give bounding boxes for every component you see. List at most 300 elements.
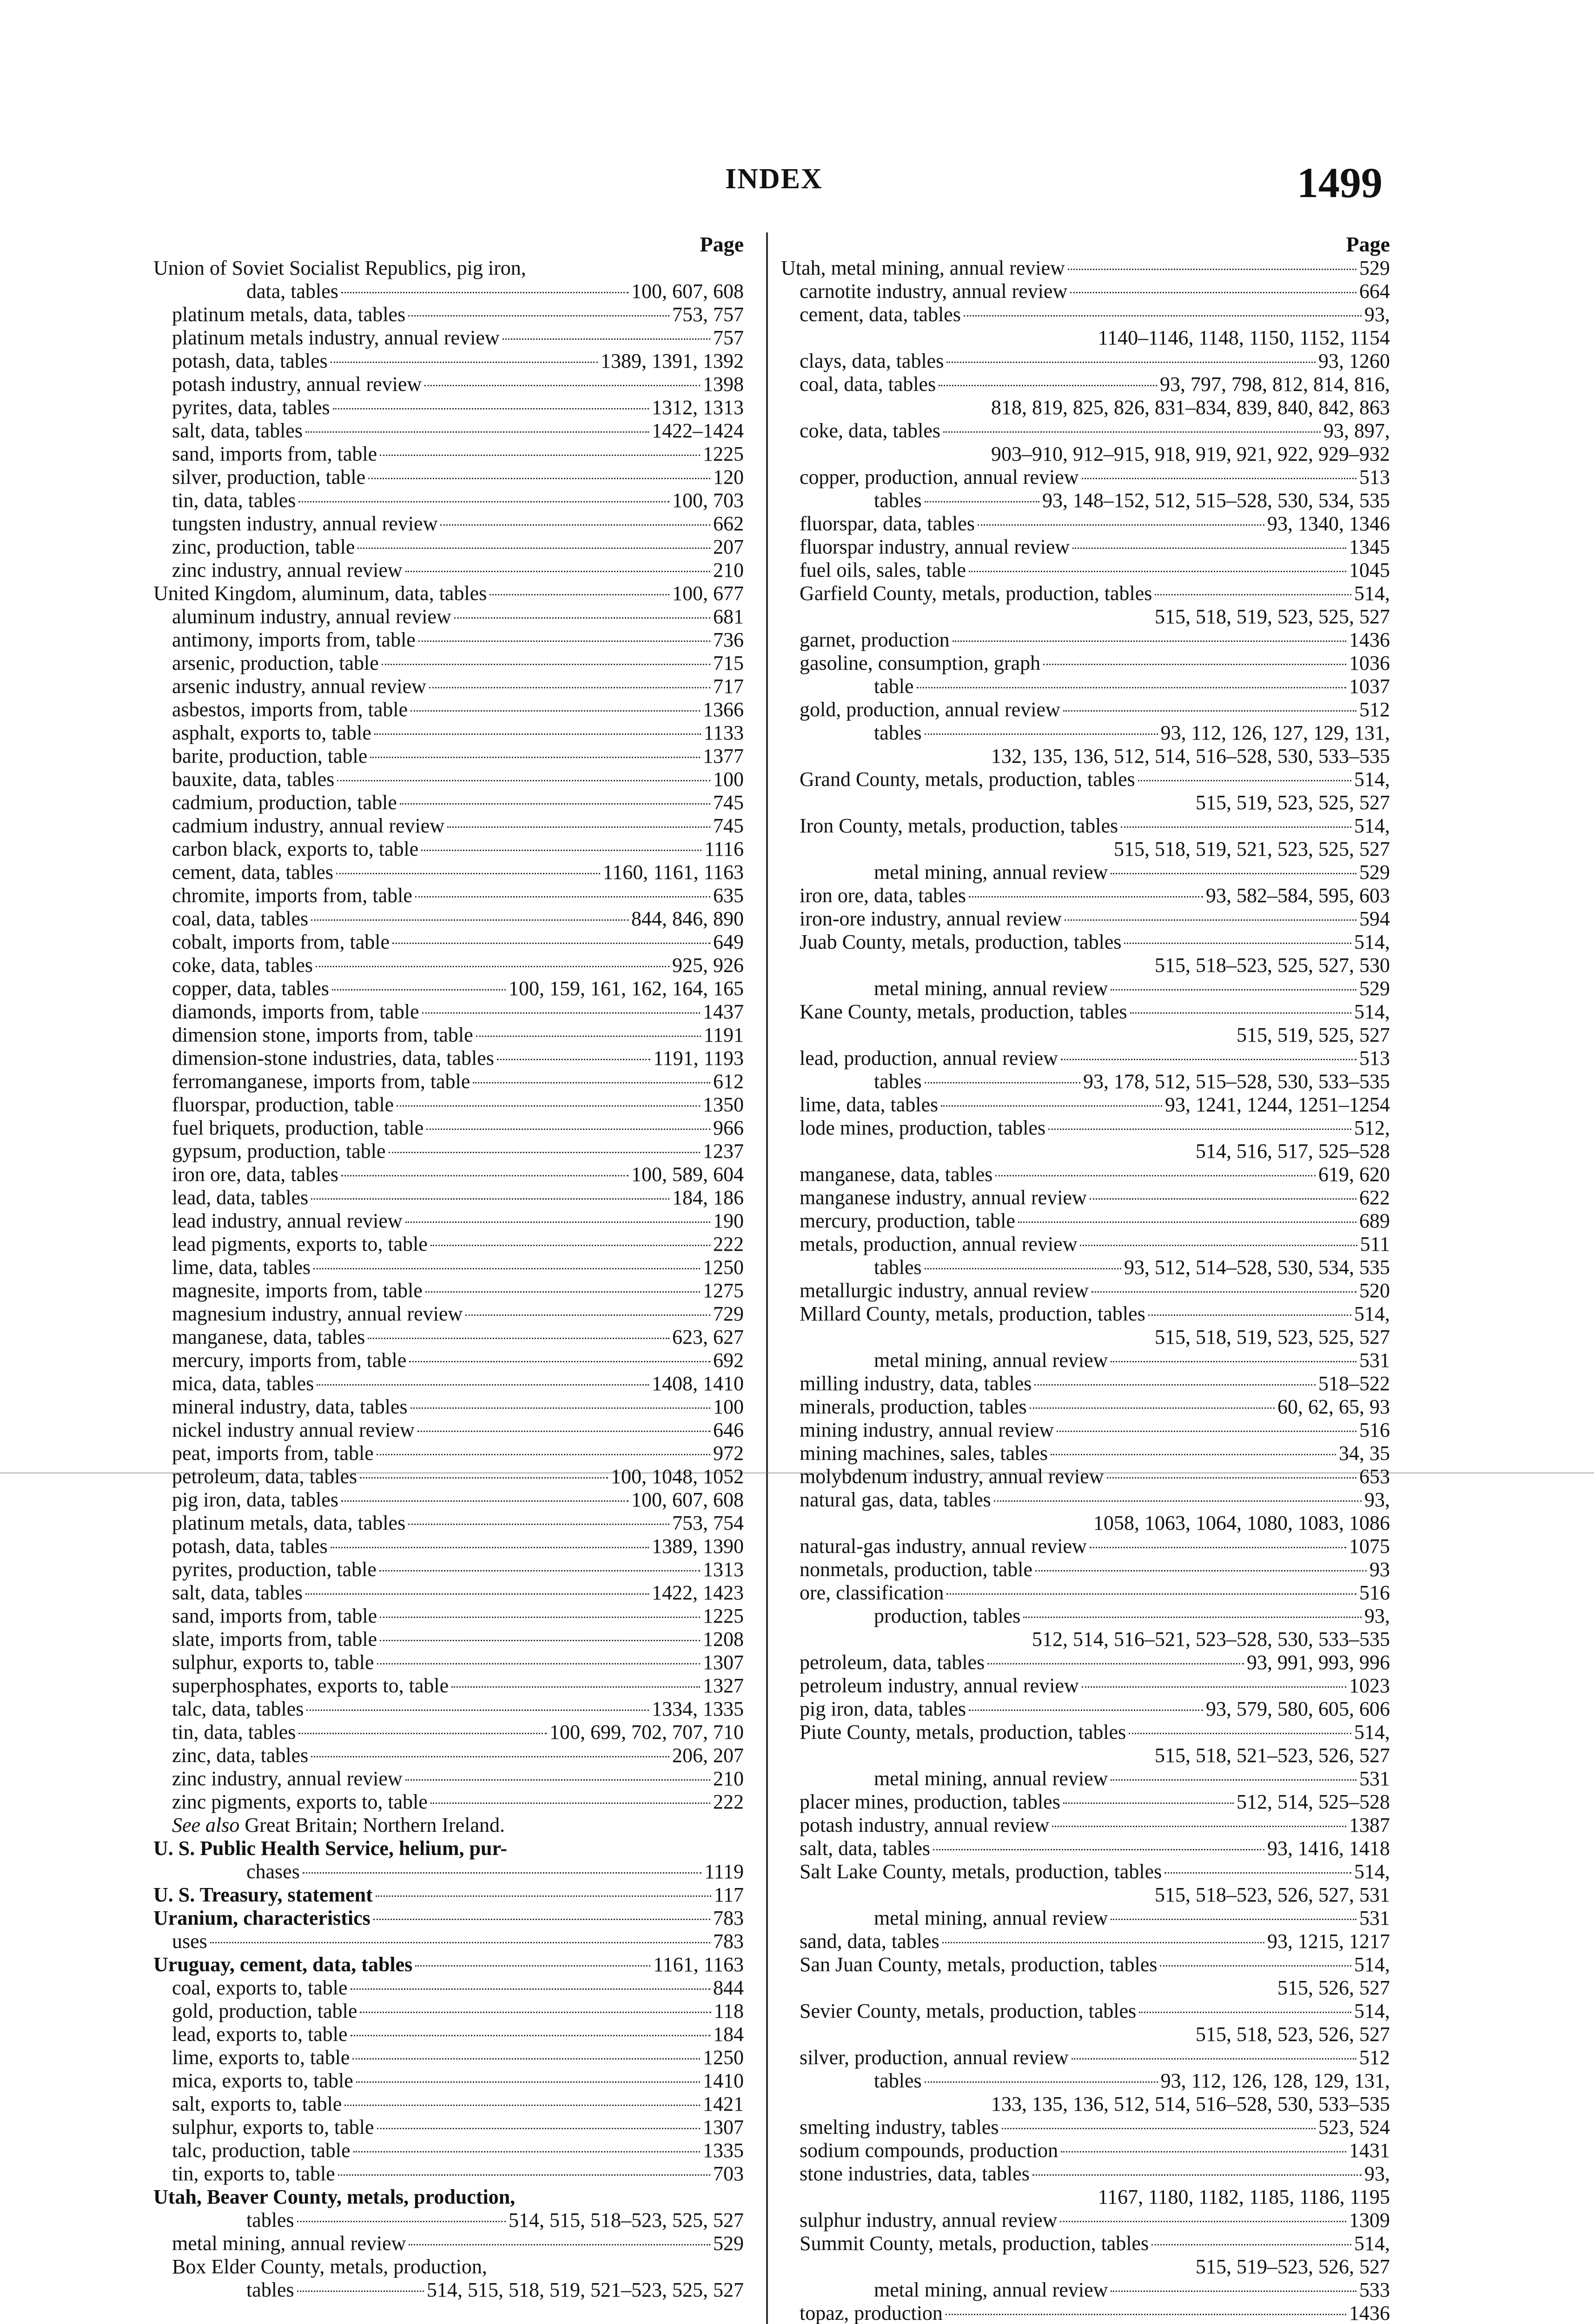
entry-pages: 184 bbox=[713, 2023, 744, 2046]
entry-pages: 1422, 1423 bbox=[652, 1581, 744, 1604]
leader-dots bbox=[405, 1221, 710, 1223]
index-entry bbox=[781, 768, 1390, 791]
index-entry bbox=[153, 1976, 744, 2000]
index-entry bbox=[781, 373, 1390, 396]
entry-label: salt, data, tables bbox=[172, 1581, 303, 1604]
entry-pages: 515, 518, 521–523, 526, 527 bbox=[1155, 1744, 1390, 1767]
entry-pages: 681 bbox=[713, 605, 744, 628]
index-entry bbox=[781, 303, 1390, 326]
index-entry bbox=[153, 1488, 744, 1512]
entry-label: zinc, data, tables bbox=[172, 1744, 309, 1767]
index-entry bbox=[781, 814, 1390, 838]
entry-pages: 753, 757 bbox=[672, 303, 744, 326]
entry-label: coke, data, tables bbox=[800, 419, 940, 442]
entry-pages: 729 bbox=[713, 1302, 744, 1325]
leader-dots bbox=[1043, 664, 1346, 665]
entry-label: carbon black, exports to, table bbox=[172, 838, 419, 860]
index-entry bbox=[153, 1023, 744, 1047]
entry-pages: 512, bbox=[1354, 1116, 1390, 1139]
entry-label: minerals, production, tables bbox=[800, 1395, 1027, 1418]
leader-dots bbox=[1148, 1314, 1351, 1316]
index-entry bbox=[153, 838, 744, 861]
index-entry bbox=[153, 1326, 744, 1349]
leader-dots bbox=[311, 1756, 669, 1757]
entry-pages: 520 bbox=[1359, 1279, 1390, 1302]
index-entry bbox=[153, 931, 744, 954]
index-entry bbox=[153, 768, 744, 791]
leader-dots bbox=[1035, 1570, 1367, 1571]
entry-pages: 619, 620 bbox=[1318, 1163, 1390, 1186]
leader-dots bbox=[1023, 1617, 1362, 1618]
entry-pages: 514, bbox=[1354, 1953, 1390, 1976]
index-entry bbox=[781, 884, 1390, 907]
leader-dots bbox=[1090, 1547, 1346, 1548]
leader-dots bbox=[331, 362, 598, 363]
index-entry bbox=[153, 2139, 744, 2162]
entry-pages: 1023 bbox=[1349, 1674, 1390, 1697]
entry-pages: 646 bbox=[713, 1419, 744, 1441]
leader-dots bbox=[405, 1779, 710, 1781]
entry-pages: 966 bbox=[713, 1116, 744, 1139]
entry-pages: 515, 518–523, 526, 527, 531 bbox=[1155, 1883, 1390, 1906]
leader-dots bbox=[1071, 2058, 1356, 2060]
entry-pages: 1389, 1391, 1392 bbox=[601, 350, 744, 372]
leader-dots bbox=[344, 2105, 700, 2106]
leader-dots bbox=[952, 640, 1346, 642]
entry-pages: 533 bbox=[1359, 2278, 1390, 2301]
entry-label: lime, exports to, table bbox=[172, 2046, 350, 2069]
entry-label: copper, data, tables bbox=[172, 977, 329, 1000]
entry-label: U. S. Public Health Service, helium, pur- bbox=[153, 1837, 508, 1860]
leader-dots bbox=[503, 338, 710, 340]
index-entry bbox=[781, 605, 1390, 628]
leader-dots bbox=[305, 431, 649, 433]
index-entry bbox=[153, 1302, 744, 1326]
entry-label: tin, data, tables bbox=[172, 1721, 296, 1743]
index-entry bbox=[781, 1558, 1390, 1581]
entry-pages: 93, 1340, 1346 bbox=[1267, 512, 1390, 535]
index-entry bbox=[781, 838, 1390, 861]
leader-dots bbox=[1052, 1826, 1346, 1827]
entry-label: Iron County, metals, production, tables bbox=[800, 814, 1118, 837]
entry-pages: 512 bbox=[1359, 698, 1390, 721]
entry-label: fluorspar, data, tables bbox=[800, 512, 975, 535]
leader-dots bbox=[356, 2081, 700, 2083]
leader-dots bbox=[368, 1338, 669, 1339]
entry-label: lead pigments, exports to, table bbox=[172, 1233, 428, 1255]
entry-pages: 1275 bbox=[703, 1279, 744, 1302]
entry-label: lead industry, annual review bbox=[172, 1209, 403, 1232]
leader-dots bbox=[1138, 780, 1351, 781]
page-number: 1499 bbox=[1297, 159, 1382, 206]
entry-pages: 512, 514, 516–521, 523–528, 530, 533–535 bbox=[1032, 1628, 1390, 1651]
index-column-right bbox=[781, 232, 1390, 2324]
entry-pages: 93, 579, 580, 605, 606 bbox=[1206, 1697, 1390, 1720]
entry-label: lead, exports to, table bbox=[172, 2023, 348, 2046]
index-entry bbox=[781, 1512, 1390, 1535]
index-entry bbox=[153, 1697, 744, 1721]
entry-pages: 1250 bbox=[703, 1256, 744, 1279]
leader-dots bbox=[421, 850, 701, 851]
index-entry bbox=[153, 1372, 744, 1395]
entry-pages: 1377 bbox=[703, 745, 744, 767]
index-entry bbox=[153, 628, 744, 652]
entry-pages: 93, 897, bbox=[1323, 419, 1390, 442]
entry-pages: 100, 699, 702, 707, 710 bbox=[549, 1721, 744, 1743]
index-entry bbox=[781, 1140, 1390, 1163]
index-entry bbox=[781, 350, 1390, 373]
entry-pages: 703 bbox=[713, 2162, 744, 2185]
entry-label: metal mining, annual review bbox=[874, 1349, 1108, 1372]
index-entry bbox=[781, 954, 1390, 977]
index-entry bbox=[153, 1581, 744, 1604]
entry-pages: 118 bbox=[714, 2000, 744, 2022]
leader-dots bbox=[1002, 2128, 1316, 2129]
leader-dots bbox=[440, 524, 710, 526]
entry-pages: 514, 516, 517, 525–528 bbox=[1196, 1140, 1390, 1162]
leader-dots bbox=[360, 1477, 608, 1479]
entry-pages: 1036 bbox=[1349, 652, 1390, 674]
leader-dots bbox=[351, 2035, 710, 2036]
entry-pages: 514, 515, 518–523, 525, 527 bbox=[509, 2209, 744, 2232]
entry-label: sand, imports from, table bbox=[172, 1604, 377, 1627]
index-entry bbox=[781, 2185, 1390, 2209]
leader-dots bbox=[925, 501, 1039, 502]
index-entry bbox=[781, 1674, 1390, 1697]
entry-pages: 206, 207 bbox=[672, 1744, 744, 1767]
entry-pages: 222 bbox=[713, 1790, 744, 1813]
leader-dots bbox=[1068, 269, 1356, 270]
entry-pages: 622 bbox=[1359, 1186, 1390, 1209]
entry-label: bauxite, data, tables bbox=[172, 768, 335, 791]
entry-pages: 635 bbox=[713, 884, 744, 907]
entry-label: Grand County, metals, production, tables bbox=[800, 768, 1135, 791]
entry-label: metal mining, annual review bbox=[874, 2278, 1108, 2301]
index-entry bbox=[153, 675, 744, 698]
index-entry bbox=[781, 1256, 1390, 1279]
entry-label: aluminum industry, annual review bbox=[172, 605, 451, 628]
index-entry bbox=[153, 884, 744, 907]
entry-pages: 518–522 bbox=[1318, 1372, 1390, 1395]
index-entry bbox=[153, 2162, 744, 2185]
index-entry bbox=[781, 582, 1390, 605]
entry-label: gasoline, consumption, graph bbox=[800, 652, 1041, 674]
leader-dots bbox=[1070, 292, 1356, 293]
entry-pages: 516 bbox=[1359, 1581, 1390, 1604]
index-entry bbox=[781, 2232, 1390, 2255]
index-entry bbox=[781, 628, 1390, 652]
index-entry bbox=[153, 1465, 744, 1488]
leader-dots bbox=[306, 1710, 649, 1711]
leader-dots bbox=[408, 1524, 669, 1525]
entry-label: potash, data, tables bbox=[172, 1535, 328, 1558]
entry-label: coal, data, tables bbox=[172, 907, 309, 930]
entry-pages: 207 bbox=[713, 535, 744, 558]
entry-label: mining machines, sales, tables bbox=[800, 1442, 1048, 1465]
leader-dots bbox=[1048, 1129, 1351, 1130]
entry-label: nonmetals, production, table bbox=[800, 1558, 1032, 1581]
entry-label: metal mining, annual review bbox=[172, 2232, 406, 2255]
entry-pages: 1307 bbox=[703, 1651, 744, 1674]
index-entry bbox=[781, 2302, 1390, 2324]
index-entry bbox=[781, 396, 1390, 419]
entry-label: mineral industry, data, tables bbox=[172, 1395, 408, 1418]
entry-pages: 512, 514, 525–528 bbox=[1237, 1790, 1390, 1813]
leader-dots bbox=[1030, 1407, 1275, 1409]
index-entry bbox=[781, 535, 1390, 559]
entry-pages: 1431 bbox=[1349, 2139, 1390, 2162]
index-entry bbox=[153, 1767, 744, 1790]
entry-pages: 1116 bbox=[704, 838, 744, 860]
entry-label: iron ore, data, tables bbox=[800, 884, 966, 907]
entry-pages: 60, 62, 65, 93 bbox=[1277, 1395, 1390, 1418]
entry-pages: 93, 512, 514–528, 530, 534, 535 bbox=[1124, 1256, 1390, 1279]
entry-label: United Kingdom, aluminum, data, tables bbox=[153, 582, 487, 605]
entry-label: Utah, metal mining, annual review bbox=[781, 257, 1065, 279]
entry-pages: 1436 bbox=[1349, 628, 1390, 651]
leader-dots bbox=[1018, 1221, 1356, 1223]
entry-label: table bbox=[874, 675, 914, 698]
leader-dots bbox=[337, 780, 710, 781]
leader-dots bbox=[941, 1105, 1162, 1107]
entry-pages: 93, bbox=[1364, 1488, 1390, 1511]
leader-dots bbox=[298, 1733, 547, 1734]
entry-pages: 93, bbox=[1364, 2162, 1390, 2185]
leader-dots bbox=[939, 385, 1157, 386]
entry-pages: 1250 bbox=[703, 2046, 744, 2069]
index-entry bbox=[781, 931, 1390, 954]
entry-label: tin, data, tables bbox=[172, 489, 296, 512]
entry-pages: 818, 819, 825, 826, 831–834, 839, 840, 842, 863 bbox=[991, 396, 1390, 419]
entry-label: sulphur, exports to, table bbox=[172, 1651, 374, 1674]
entry-pages: 1161, 1163 bbox=[653, 1953, 744, 1976]
leader-dots bbox=[305, 1593, 649, 1595]
entry-label: Summit County, metals, production, tables bbox=[800, 2232, 1149, 2255]
entry-label: iron-ore industry, annual review bbox=[800, 907, 1062, 930]
index-entry bbox=[781, 2023, 1390, 2046]
entry-label: iron ore, data, tables bbox=[172, 1163, 338, 1186]
entry-label: fluorspar industry, annual review bbox=[800, 535, 1070, 558]
leader-dots bbox=[1111, 1361, 1356, 1362]
entry-label: See also Great Britain; Northern Ireland. bbox=[172, 1814, 505, 1836]
entry-label: sand, data, tables bbox=[800, 1930, 939, 1953]
leader-dots bbox=[964, 315, 1362, 317]
leader-dots bbox=[400, 803, 710, 805]
leader-dots bbox=[313, 1268, 700, 1269]
entry-pages: 1389, 1390 bbox=[652, 1535, 744, 1558]
entry-pages: 93, 797, 798, 812, 814, 816, bbox=[1160, 373, 1390, 396]
leader-dots bbox=[331, 1547, 649, 1548]
index-entry bbox=[153, 1000, 744, 1023]
leader-dots bbox=[377, 1663, 701, 1664]
entry-pages: 514, 515, 518, 519, 521–523, 525, 527 bbox=[427, 2278, 744, 2301]
index-entry bbox=[153, 1442, 744, 1465]
entry-label: coal, exports to, table bbox=[172, 1976, 348, 1999]
entry-label: uses bbox=[172, 1930, 207, 1953]
entry-label: cement, data, tables bbox=[172, 861, 333, 884]
entry-pages: 1366 bbox=[703, 698, 744, 721]
entry-pages: 1408, 1410 bbox=[652, 1372, 744, 1395]
entry-label: zinc pigments, exports to, table bbox=[172, 1790, 428, 1813]
entry-pages: 757 bbox=[713, 326, 744, 349]
index-entry bbox=[781, 745, 1390, 768]
index-entry bbox=[781, 2116, 1390, 2139]
entry-label: Uruguay, cement, data, tables bbox=[153, 1953, 413, 1976]
entry-pages: 100, 607, 608 bbox=[631, 1488, 744, 1511]
entry-label: salt, data, tables bbox=[800, 1837, 931, 1860]
entry-pages: 515, 518, 523, 526, 527 bbox=[1196, 2023, 1390, 2046]
entry-label: salt, exports to, table bbox=[172, 2093, 342, 2115]
leader-dots bbox=[1061, 1059, 1356, 1060]
entry-pages: 100, 703 bbox=[672, 489, 744, 512]
leader-dots bbox=[410, 710, 700, 712]
entry-label: milling industry, data, tables bbox=[800, 1372, 1032, 1395]
index-entry bbox=[153, 1651, 744, 1674]
entry-pages: 117 bbox=[714, 1883, 744, 1906]
leader-dots bbox=[1061, 2151, 1346, 2152]
leader-dots bbox=[1057, 1431, 1356, 1432]
index-entry bbox=[153, 1535, 744, 1558]
entry-pages: 844, 846, 890 bbox=[631, 907, 744, 930]
leader-dots bbox=[341, 292, 628, 293]
entry-pages: 93, 148–152, 512, 515–528, 530, 534, 535 bbox=[1042, 489, 1390, 512]
index-entry bbox=[781, 652, 1390, 675]
entry-label: platinum metals industry, annual review bbox=[172, 326, 500, 349]
index-entry bbox=[153, 1279, 744, 1302]
index-entry bbox=[153, 1140, 744, 1163]
entry-label: potash industry, annual review bbox=[172, 373, 422, 396]
entry-pages: 972 bbox=[713, 1442, 744, 1465]
entry-pages: 93, 1241, 1244, 1251–1254 bbox=[1165, 1093, 1390, 1116]
entry-label: Uranium, characteristics bbox=[153, 1907, 370, 1929]
entry-pages: 715 bbox=[713, 652, 744, 674]
index-entry bbox=[153, 1558, 744, 1581]
leader-dots bbox=[351, 1988, 710, 1990]
leader-dots bbox=[1082, 1686, 1346, 1688]
leader-dots bbox=[311, 1198, 669, 1200]
entry-pages: 1398 bbox=[703, 373, 744, 396]
leader-dots bbox=[380, 1617, 700, 1618]
leader-dots bbox=[994, 1500, 1362, 1502]
index-entry bbox=[153, 559, 744, 582]
entry-pages: 515, 526, 527 bbox=[1277, 1976, 1390, 1999]
index-entry bbox=[781, 2046, 1390, 2069]
entry-label: pyrites, data, tables bbox=[172, 396, 330, 419]
entry-label: petroleum industry, annual review bbox=[800, 1674, 1079, 1697]
leader-dots bbox=[332, 989, 506, 990]
index-entry bbox=[153, 2255, 744, 2278]
leader-dots bbox=[405, 571, 710, 572]
index-entry bbox=[153, 489, 744, 512]
index-entry bbox=[781, 1814, 1390, 1837]
entry-pages: 516 bbox=[1359, 1419, 1390, 1441]
entry-pages: 513 bbox=[1359, 466, 1390, 489]
entry-label: chases bbox=[246, 1860, 300, 1883]
index-entry bbox=[781, 2139, 1390, 2162]
entry-label: nickel industry annual review bbox=[172, 1419, 415, 1441]
entry-pages: 120 bbox=[713, 466, 744, 489]
entry-pages: 515, 518, 519, 521, 523, 525, 527 bbox=[1114, 838, 1390, 860]
entry-pages: 689 bbox=[1359, 1209, 1390, 1232]
leader-dots bbox=[946, 362, 1316, 363]
entry-pages: 1133 bbox=[703, 721, 744, 744]
entry-pages: 514, bbox=[1354, 2232, 1390, 2255]
entry-label: dimension stone, imports from, table bbox=[172, 1023, 473, 1046]
leader-dots bbox=[1107, 1477, 1356, 1479]
index-entry bbox=[153, 954, 744, 977]
leader-dots bbox=[1155, 594, 1351, 595]
index-entry bbox=[781, 1233, 1390, 1256]
leader-dots bbox=[1129, 1733, 1351, 1734]
entry-label: lead, data, tables bbox=[172, 1186, 309, 1209]
entry-label: mica, exports to, table bbox=[172, 2069, 353, 2092]
entry-label: cement, data, tables bbox=[800, 303, 961, 326]
leader-dots bbox=[946, 2314, 1346, 2315]
index-entry bbox=[153, 977, 744, 1000]
index-entry bbox=[153, 1419, 744, 1442]
entry-pages: 1119 bbox=[704, 1860, 744, 1883]
index-entry bbox=[781, 1651, 1390, 1674]
index-entry bbox=[781, 1163, 1390, 1186]
entry-pages: 210 bbox=[713, 559, 744, 581]
entry-pages: 529 bbox=[1359, 257, 1390, 279]
entry-pages: 514, bbox=[1354, 768, 1390, 791]
leader-dots bbox=[353, 2151, 700, 2152]
index-entry bbox=[781, 1930, 1390, 1953]
index-entry bbox=[781, 1953, 1390, 1976]
leader-dots bbox=[933, 1849, 1264, 1850]
entry-pages: 1075 bbox=[1349, 1535, 1390, 1558]
entry-label: cadmium industry, annual review bbox=[172, 814, 445, 837]
entry-pages: 1387 bbox=[1349, 1814, 1390, 1836]
entry-label: potash, data, tables bbox=[172, 350, 328, 372]
index-entry bbox=[153, 1209, 744, 1233]
entry-label: barite, production, table bbox=[172, 745, 368, 767]
index-entry bbox=[153, 1930, 744, 1953]
entry-label: Box Elder County, metals, production, bbox=[172, 2255, 487, 2278]
entry-pages: 1058, 1063, 1064, 1080, 1083, 1086 bbox=[1093, 1512, 1390, 1534]
leader-dots bbox=[1063, 710, 1356, 712]
entry-label: carnotite industry, annual review bbox=[800, 280, 1068, 303]
index-entry bbox=[781, 1604, 1390, 1628]
leader-dots bbox=[1130, 1012, 1351, 1014]
index-entry bbox=[781, 1721, 1390, 1744]
index-entry bbox=[153, 2023, 744, 2046]
entry-pages: 1140–1146, 1148, 1150, 1152, 1154 bbox=[1098, 326, 1390, 349]
entry-label: mica, data, tables bbox=[172, 1372, 314, 1395]
entry-label: zinc industry, annual review bbox=[172, 559, 403, 581]
index-entry bbox=[153, 442, 744, 466]
leader-dots bbox=[1139, 2012, 1351, 2013]
entry-label: arsenic industry, annual review bbox=[172, 675, 426, 698]
leader-dots bbox=[425, 1291, 700, 1293]
entry-label: U. S. Treasury, statement bbox=[153, 1883, 373, 1906]
leader-dots bbox=[969, 1710, 1203, 1711]
index-entry bbox=[153, 2000, 744, 2023]
index-entry bbox=[781, 977, 1390, 1000]
entry-label: data, tables bbox=[246, 280, 338, 303]
entry-pages: 93, 178, 512, 515–528, 530, 533–535 bbox=[1083, 1070, 1390, 1093]
index-entry bbox=[781, 1070, 1390, 1093]
entry-label: peat, imports from, table bbox=[172, 1442, 374, 1465]
entry-pages: 93, bbox=[1364, 303, 1390, 326]
leader-dots bbox=[382, 664, 710, 665]
index-entry bbox=[153, 1349, 744, 1372]
index-entry bbox=[153, 907, 744, 931]
leader-dots bbox=[376, 1895, 711, 1897]
leader-dots bbox=[317, 1384, 649, 1386]
entry-label: zinc industry, annual review bbox=[172, 1767, 403, 1790]
